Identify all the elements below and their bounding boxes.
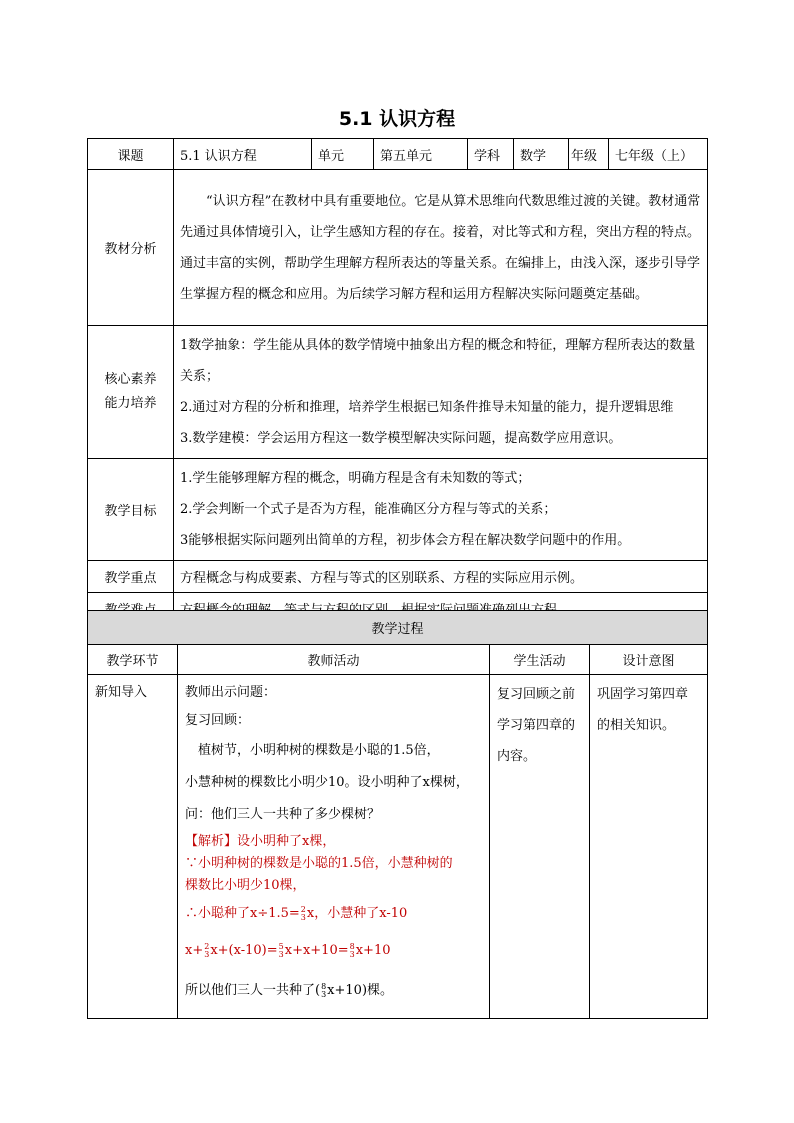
unit-label: 单元 xyxy=(312,139,374,170)
stage-cell xyxy=(88,675,178,1019)
process-row-intro xyxy=(88,675,708,1019)
final-part-b: x+10)棵。 xyxy=(327,983,394,998)
fraction-8-3: 8 3 xyxy=(349,941,355,959)
grade-label: 年级 xyxy=(569,139,609,170)
process-title-row xyxy=(88,611,708,645)
fraction-2-3-eq: 2 3 xyxy=(204,941,210,959)
process-title: 教学过程 xyxy=(88,611,708,645)
lesson-info-table xyxy=(87,138,708,625)
literacy-item-1: 1数学抽象：学生能从具体的数学情境中抽象出方程的概念和特征，理解方程所表达的数量关系； xyxy=(180,338,696,384)
analysis-row xyxy=(88,170,708,326)
literacy-item-2: 2.通过对方程的分析和推理，培养学生根据已知条件推导未知量的能力，提升逻辑思维 xyxy=(180,400,674,415)
teacher-line-1: 教师出示问题： xyxy=(185,685,277,700)
key-points-row xyxy=(88,561,708,593)
literacy-item-3: 3.数学建模：学会运用方程这一数学模型解决实际问题，提高数学应用意识。 xyxy=(180,431,622,446)
problem-line-2: 小慧种树的棵数比小明少10。设小明种了x棵树， xyxy=(185,775,469,790)
teacher-line-2: 复习回顾： xyxy=(185,713,251,728)
student-line-1: 复习回顾之前 xyxy=(497,687,576,702)
stage-label: 新知导入 xyxy=(95,685,148,700)
solution-4-text-b: x，小慧种了x-10 xyxy=(306,906,408,921)
literacy-label-line2: 能力培养 xyxy=(104,396,157,411)
intent-line-1: 巩固学习第四章 xyxy=(597,687,689,702)
course-value: 5.1 认识方程 xyxy=(174,139,312,170)
col-teacher: 教师活动 xyxy=(178,645,490,675)
subject-value: 数学 xyxy=(514,139,569,170)
teacher-activity-cell xyxy=(178,675,490,1019)
analysis-text: “认识方程”在教材中具有重要地位。它是从算术思维向代数思维过渡的关键。教材通常先通过具体情境引入，让学生感知方程的存在。接着，对比等式和方程，突出方程的特点。通过丰富的实例，帮助学生理解方程所表达的等量关系。在编排上，由浅入深，逐步引导学生掌握方程的概念和应用。为后续学习解方程和运用方程解决实际问题奠定基础。 xyxy=(180,193,701,302)
subject-label: 学科 xyxy=(468,139,514,170)
col-stage: 教学环节 xyxy=(88,645,178,675)
fraction-8-3-final: 8 3 xyxy=(321,981,327,999)
problem-line-1: 植树节，小明种树的棵数是小聪的1.5倍， xyxy=(198,743,440,758)
fraction-5-3: 5 3 xyxy=(278,941,284,959)
goal-item-3: 3能够根据实际问题列出简单的方程，初步体会方程在解决数学问题中的作用。 xyxy=(180,533,631,548)
goals-label: 教学目标 xyxy=(88,459,174,561)
solution-line-2: ∵小明种树的棵数是小聪的1.5倍，小慧种树的 xyxy=(185,856,453,871)
process-header-row xyxy=(88,645,708,675)
course-label: 课题 xyxy=(88,139,174,170)
unit-value: 第五单元 xyxy=(374,139,468,170)
header-row xyxy=(88,139,708,170)
goal-item-1: 1.学生能够理解方程的概念，明确方程是含有未知数的等式； xyxy=(180,471,531,486)
solution-line-3: 棵数比小明少10棵， xyxy=(185,878,306,893)
final-answer-line xyxy=(185,971,482,1011)
literacy-label-line1: 核心素养 xyxy=(104,372,157,387)
goals-row xyxy=(88,459,708,561)
intent-line-2: 的相关知识。 xyxy=(597,718,676,733)
equation-line xyxy=(185,931,482,971)
col-intent: 设计意图 xyxy=(590,645,708,675)
goal-item-2: 2.学会判断一个式子是否为方程，能准确区分方程与等式的关系； xyxy=(180,502,557,517)
grade-value: 七年级（上） xyxy=(609,139,708,170)
page-title: 5.1 认识方程 xyxy=(338,108,456,130)
eq-part-d: x+10 xyxy=(355,943,391,958)
key-points-label: 教学重点 xyxy=(88,561,174,593)
eq-part-b: x+(x-10)= xyxy=(210,943,278,958)
final-part-a: 所以他们三人一共种了( xyxy=(185,983,321,998)
solution-4-text-a: ∴小聪种了x÷1.5= xyxy=(185,906,300,921)
solution-line-1 xyxy=(185,831,482,853)
solution-text-1: 设小明种了x棵， xyxy=(237,834,336,849)
literacy-row xyxy=(88,326,708,459)
problem-line-3: 问：他们三人一共种了多少棵树？ xyxy=(185,807,381,822)
analysis-label: 教材分析 xyxy=(88,170,174,326)
student-line-3: 内容。 xyxy=(497,749,537,764)
eq-part-a: x+ xyxy=(185,943,204,958)
teaching-process-table xyxy=(87,610,708,1019)
design-intent-cell xyxy=(590,675,708,1019)
solution-line-4 xyxy=(185,897,482,931)
eq-part-c: x+x+10= xyxy=(284,943,349,958)
fraction-2-3: 2 3 xyxy=(300,904,306,922)
student-activity-cell xyxy=(490,675,590,1019)
col-student: 学生活动 xyxy=(490,645,590,675)
solution-tag: 【解析】 xyxy=(185,834,238,849)
key-points-text: 方程概念与构成要素、方程与等式的区别联系、方程的实际应用示例。 xyxy=(174,561,708,593)
student-line-2: 学习第四章的 xyxy=(497,718,576,733)
